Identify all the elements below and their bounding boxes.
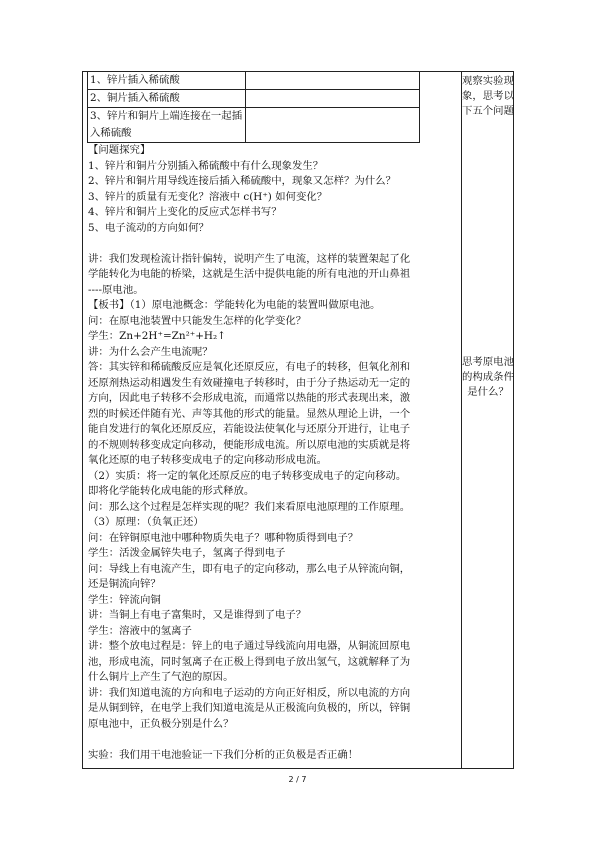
text-line: 能自发进行的氧化还原反应，若能设法使氧化与还原分开进行，让电子: [88, 423, 411, 435]
question-line: 5、电子流动的方向如何？: [88, 221, 209, 234]
text-line: 学生：溶液中的氢离子: [88, 624, 192, 637]
text-line: 问：导线上有电流产生，即有电子的定向移动，那么电子从锌流向铜，: [88, 562, 411, 575]
phenomenon-cell: [245, 90, 419, 108]
question-line: 3、锌片的质量有无变化？溶液中 c(H⁺) 如何变化？: [88, 190, 328, 203]
text-line: 的不规则转移变成定向移动，便能形成电流。所以原电池的实质就是将: [88, 438, 411, 451]
text-line: 学能转化为电能的桥梁，这就是生活中提供电能的所有电池的开山鼻祖: [88, 268, 411, 280]
column-divider: [461, 71, 462, 769]
table-row: [88, 72, 420, 90]
lesson-text: [88, 143, 460, 763]
main-column: [88, 71, 460, 763]
question-line: 2、锌片和铜片用导线连接后插入稀硫酸中，现象又怎样？为什么？: [88, 175, 396, 187]
text-line: 讲：为什么会产生电流呢？: [88, 345, 213, 358]
side-note-observe: 观察实验现象，思考以下五个问题: [462, 75, 514, 117]
text-line: 【板书】（1）原电池概念：学能转化为电能的装置叫做原电池。: [88, 299, 381, 311]
operation-cell: 2、铜片插入稀硫酸: [88, 90, 246, 108]
text-line: 方向，因此电子转移不会形成电流，而通常以热能的形式表现出来，激: [88, 392, 411, 404]
text-line: 还是铜流向锌？: [88, 578, 161, 590]
question-line: 1、锌片和铜片分别插入稀硫酸中有什么现象发生？: [88, 159, 324, 172]
text-line: 讲：当铜上有电子富集时，又是谁得到了电子？: [88, 609, 307, 621]
section-heading: 【问题探究】: [88, 144, 151, 156]
blank-line: [88, 236, 460, 252]
text-line: 答：其实锌和稀硫酸反应是氧化还原反应，有电子的转移，但氧化剂和: [88, 361, 411, 373]
experiment-table: [87, 71, 420, 143]
operation-cell: 3、锌片和铜片上端连接在一起插入稀硫酸: [88, 108, 246, 143]
text-line: 学生：锌流向铜: [88, 593, 161, 606]
text-line: 还原剂热运动相遇发生有效碰撞电子转移时，由于分子热运动无一定的: [88, 376, 411, 389]
text-line: 氧化还原的电子转移变成电子的定向移动形成电流。: [88, 454, 327, 466]
phenomenon-cell: [245, 108, 419, 143]
side-note-think: 思考原电池的构成条件是什么？: [462, 356, 514, 398]
text-line: 问：那么这个过程是怎样实现的呢？我们来看原电池原理的工作原理。: [88, 500, 411, 513]
text-line: 什么铜片上产生了气泡的原因。: [88, 671, 234, 683]
text-line: 讲：我们发现检流计指针偏转，说明产生了电流，这样的装置架起了化: [88, 252, 411, 265]
text-line: ----原电池。: [88, 283, 144, 296]
text-line: 学生：活泼金属锌失电子，氢离子得到电子: [88, 547, 286, 559]
text-line: （3）原理：（负氧正还）: [88, 516, 204, 528]
text-line: 池，形成电流，同时氢离子在正极上得到电子放出氢气，这就解释了为: [88, 655, 411, 668]
text-line: 实验：我们用干电池验证一下我们分析的正负极是否正确！: [88, 748, 359, 761]
text-line: 问：在锌铜原电池中哪种物质失电子？哪种物质得到电子？: [88, 531, 359, 544]
text-line: 学生：Zn+2H⁺=Zn²⁺+H₂↑: [88, 330, 226, 342]
text-line: 讲：我们知道电流的方向和电子运动的方向正好相反，所以电流的方向: [88, 686, 411, 699]
text-line: 烈的时候还伴随有光、声等其他的形式的能量。显然从理论上讲，一个: [88, 407, 411, 420]
page-number: 2 / 7: [288, 775, 307, 784]
text-line: 讲：整个放电过程是：锌上的电子通过导线流向用电器，从铜流回原电: [88, 640, 411, 652]
text-line: （2）实质：将一定的氧化还原反应的电子转移变成电子的定向移动。: [88, 469, 407, 482]
operation-cell: 1、锌片插入稀硫酸: [88, 72, 246, 90]
text-line: 问：在原电池装置中只能发生怎样的化学变化？: [88, 314, 307, 327]
phenomenon-cell: [245, 72, 419, 90]
table-row: [88, 90, 420, 108]
text-line: 原电池中，正负极分别是什么？: [88, 717, 234, 730]
text-line: 即将化学能转化成电能的形式释放。: [88, 485, 255, 497]
question-line: 4、锌片和铜片上变化的反应式怎样书写？: [88, 206, 282, 218]
blank-line: [88, 732, 460, 748]
text-line: 是从铜到锌，在电学上我们知道电流是从正极流向负极的，所以，锌铜: [88, 702, 411, 714]
table-row: [88, 108, 420, 143]
